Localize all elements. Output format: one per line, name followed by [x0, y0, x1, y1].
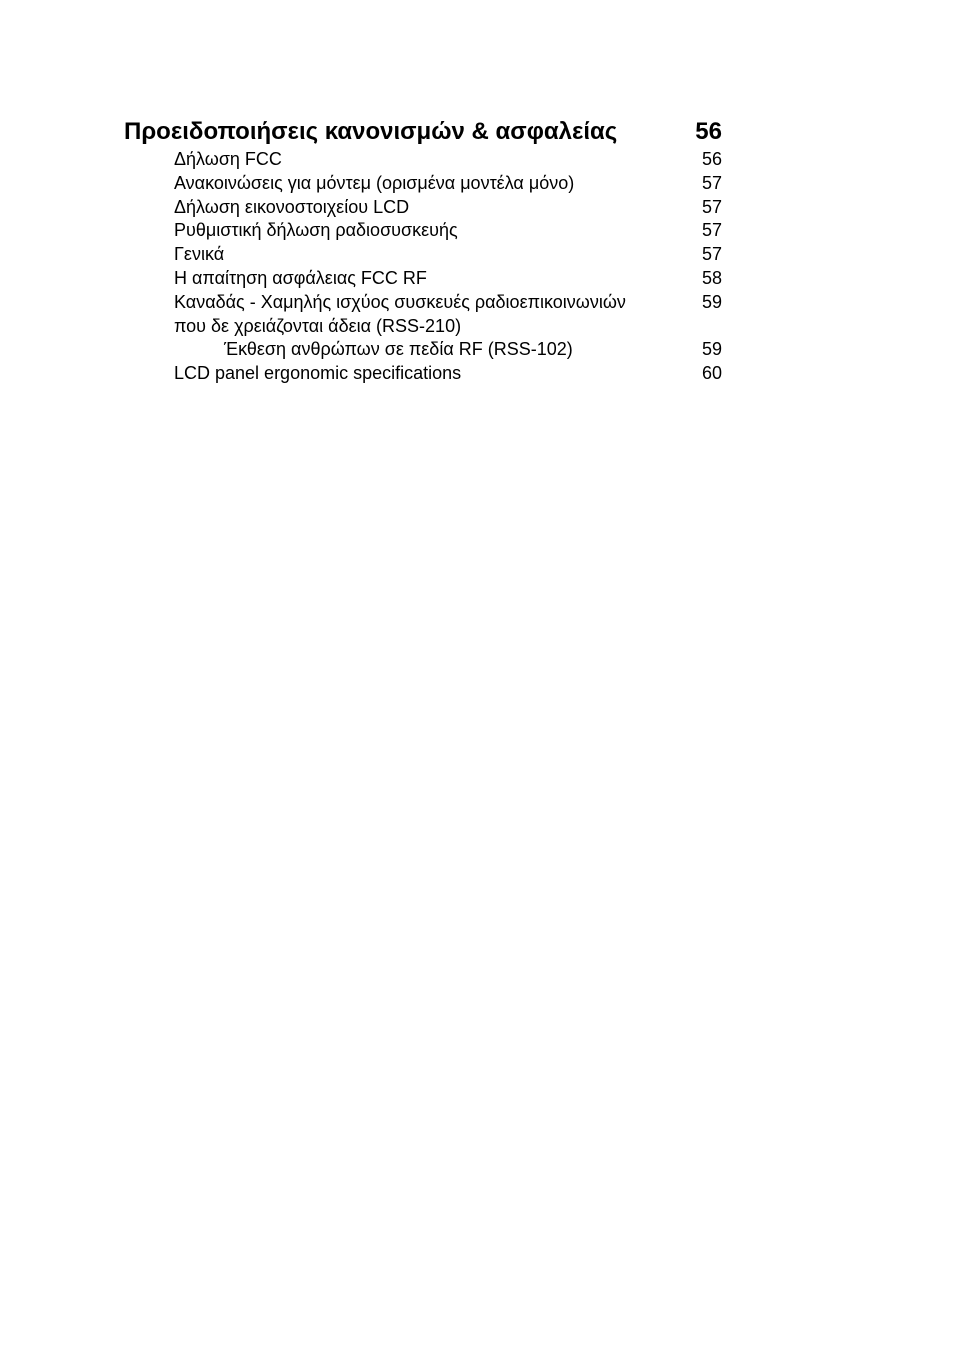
table-of-contents — [124, 116, 722, 386]
toc-entry-title: Δήλωση FCC — [174, 149, 282, 169]
toc-section-heading[interactable] — [124, 116, 722, 148]
toc-entry-title: Δήλωση εικονοστοιχείου LCD — [174, 196, 410, 217]
toc-entry-page: 56 — [701, 149, 722, 169]
toc-entry-title: Γενικά — [174, 244, 225, 265]
toc-entry-page: 58 — [701, 267, 722, 288]
toc-entries — [124, 148, 722, 386]
toc-entry-modem-notices[interactable] — [124, 172, 722, 196]
toc-heading-page: 56 — [695, 118, 722, 145]
toc-entry-page: 57 — [701, 244, 722, 265]
toc-entry-fcc-statement[interactable] — [124, 148, 722, 172]
toc-entry-title-line2: που δε χρειάζονται άδεια (RSS-210) — [174, 315, 462, 336]
toc-entry-page: 57 — [701, 172, 722, 193]
toc-entry-page: 57 — [701, 196, 722, 217]
toc-entry-lcd-pixel-statement[interactable] — [124, 196, 722, 220]
toc-entry-page: 60 — [701, 363, 722, 384]
toc-entry-lcd-ergonomic[interactable] — [124, 362, 722, 386]
toc-entry-title — [174, 291, 626, 339]
toc-entry-title: Η απαίτηση ασφάλειας FCC RF — [174, 267, 427, 288]
toc-entry-canada-rss210[interactable] — [124, 291, 722, 339]
toc-entry-fcc-rf-safety[interactable] — [124, 267, 722, 291]
toc-entry-page: 57 — [701, 220, 722, 241]
toc-entry-title: LCD panel ergonomic specifications — [174, 363, 462, 384]
toc-entry-rf-exposure-rss102[interactable] — [124, 338, 722, 362]
toc-heading-title: Προειδοποιήσεις κανονισμών & ασφαλείας — [124, 118, 618, 145]
toc-entry-radio-regulatory[interactable] — [124, 219, 722, 243]
toc-entry-title: Έκθεση ανθρώπων σε πεδία RF (RSS-102) — [224, 339, 573, 360]
toc-entry-page: 59 — [701, 339, 722, 360]
toc-entry-general[interactable] — [124, 243, 722, 267]
toc-entry-page: 59 — [701, 291, 722, 312]
toc-entry-title: Ρυθμιστική δήλωση ραδιοσυσκευής — [174, 220, 458, 241]
toc-entry-title: Ανακοινώσεις για μόντεμ (ορισμένα μοντέλα μόνο) — [174, 172, 575, 193]
toc-entry-title-line1: Καναδάς - Χαμηλής ισχύος συσκευές ραδιοεπικοινωνιών — [174, 291, 626, 312]
